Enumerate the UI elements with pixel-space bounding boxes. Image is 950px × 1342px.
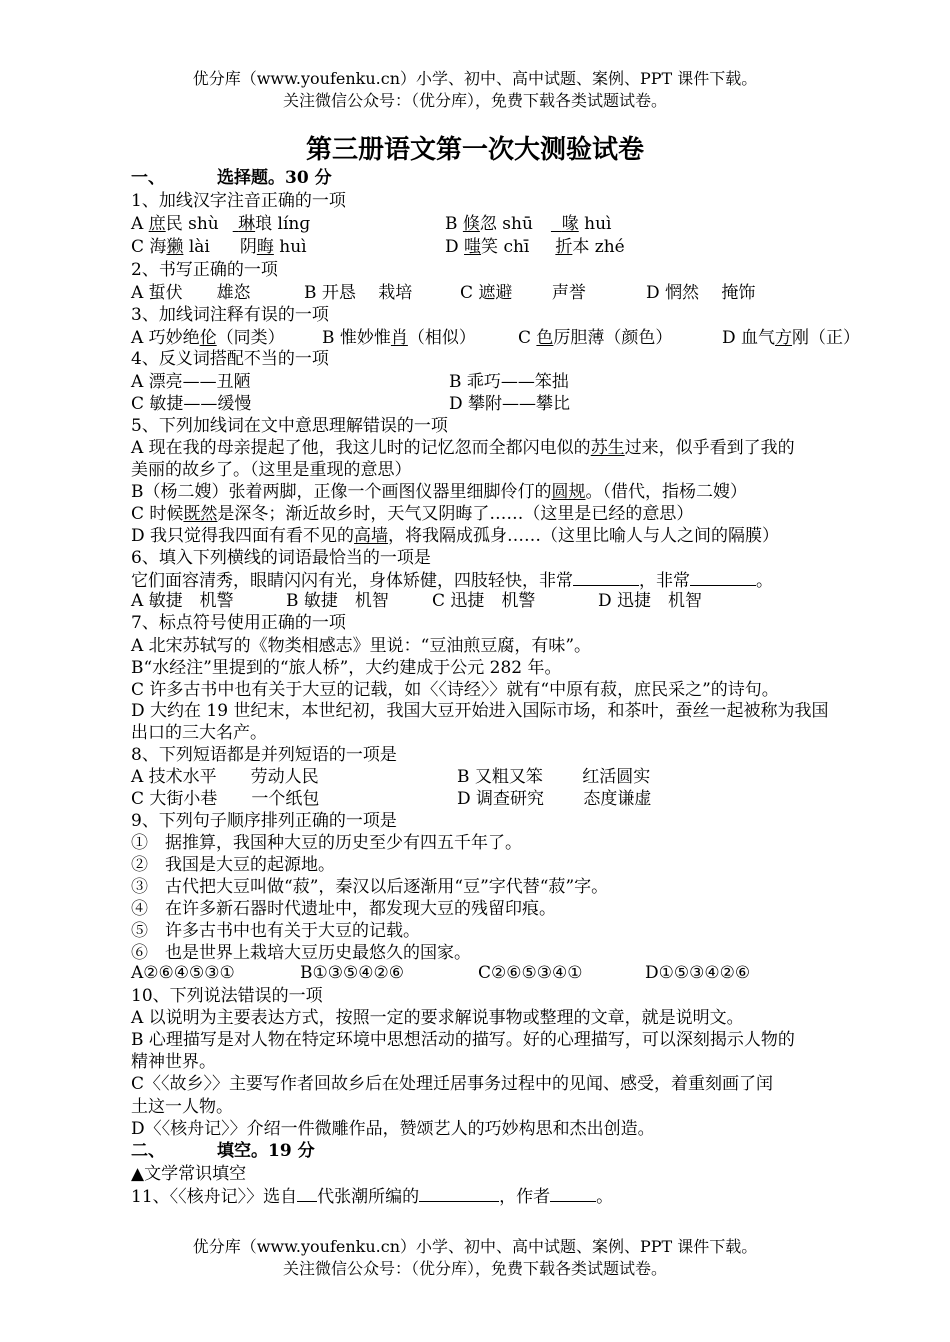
footer-line-1: 优分库（www.youfenku.cn）小学、初中、高中试题、案例、PPT 课件下载。	[192, 1237, 758, 1256]
q5-option-d: D 我只觉得我四面有看不见的高墙，将我隔成孤身……（这里比喻人与人之间的隔膜）	[131, 526, 780, 546]
q9-item: ③ 古代把大豆叫做“菽”，秦汉以后逐渐用“豆”字代替“菽”字。	[131, 877, 609, 897]
q7-option-d: D 大约在 19 世纪末，本世纪初，我国大豆开始进入国际市场，和茶叶，蚕丝一起被称为我国	[131, 701, 829, 721]
footer-line-2: 关注微信公众号：（优分库），免费下载各类试题试卷。	[282, 1259, 667, 1278]
q9-option-c: C②⑥⑤③④①	[478, 963, 583, 983]
q10-option-c: C〈〈故乡〉〉主要写作者回故乡后在处理迁居事务过程中的见闻、感受，着重刻画了闰	[131, 1074, 774, 1094]
q6-stem: 6、填入下列横线的词语最恰当的一项是	[131, 548, 431, 568]
q10-option-c-cont: 土这一人物。	[131, 1097, 233, 1117]
q7-stem: 7、标点符号使用正确的一项	[131, 613, 346, 633]
section-1-label: 选择题。30 分	[217, 168, 332, 188]
q8-stem: 8、下列短语都是并列短语的一项是	[131, 745, 397, 765]
q9-option-d: D①⑤③④②⑥	[645, 963, 751, 983]
q1-stem: 1、加线汉字注音正确的一项	[131, 191, 346, 211]
q2-stem: 2、书写正确的一项	[131, 260, 278, 280]
q8-option-b: B 又粗又笨 红活圆实	[457, 767, 651, 787]
page-title: 第三册语文第一次大测验试卷	[305, 135, 644, 165]
q9-item: ① 据推算，我国种大豆的历史至少有四五千年了。	[131, 833, 522, 853]
section-1-heading	[131, 167, 332, 189]
q6-sentence: 它们面容清秀，眼睛闪闪有光，身体矫健，四肢轻快，非常 ，非常 。	[131, 571, 773, 591]
literature-heading: ▲文学常识填空	[131, 1164, 247, 1184]
q2-option-a: A 蜇伏 雄恣	[131, 283, 251, 303]
q1-option-d: D 嗤笑 chī 折本 zhé	[445, 237, 625, 257]
q10-option-d: D〈〈核舟记〉〉介绍一件微雕作品，赞颂艺人的巧妙构思和杰出创造。	[131, 1119, 655, 1139]
q8-option-d: D 调查研究 态度谦虚	[457, 789, 652, 809]
q3-option-b: B 惟妙惟肖（相似）	[322, 328, 476, 348]
q1-option-b: B 倏忽 shū 喙 huì	[445, 214, 612, 234]
q9-item: ⑥ 也是世界上栽培大豆历史最悠久的国家。	[131, 943, 471, 963]
q3-option-c: C 色厉胆薄（颜色）	[518, 328, 673, 348]
q6-blank-1[interactable]	[573, 569, 639, 586]
q4-option-d: D 攀附——攀比	[449, 394, 571, 414]
q7-option-c: C 许多古书中也有关于大豆的记载，如〈〈诗经〉〉就有“中原有菽，庶民采之”的诗句。	[131, 680, 779, 700]
q6-option-b: B 敏捷 机智	[286, 591, 389, 611]
q2-option-b: B 开恳 栽培	[304, 283, 413, 303]
q3-option-a: A 巧妙绝伦（同类）	[131, 328, 285, 348]
q4-option-a: A 漂亮——丑陋	[131, 372, 251, 392]
q5-option-a-cont: 美丽的故乡了。（这里是重现的意思）	[131, 460, 412, 480]
q10-option-b: B 心理描写是对人物在特定环境中思想活动的描写。好的心理描写，可以深刻揭示人物的	[131, 1030, 795, 1050]
q7-option-b: B“水经注”里提到的“旅人桥”，大约建成于公元 282 年。	[131, 658, 562, 678]
q6-option-d: D 迅捷 机智	[598, 591, 703, 611]
section-2-number: 二、	[131, 1141, 165, 1161]
section-2-label: 填空。19 分	[217, 1141, 315, 1161]
q8-option-a: A 技术水平 劳动人民	[131, 767, 319, 787]
q9-item: ④ 在许多新石器时代遗址中，都发现大豆的残留印痕。	[131, 899, 556, 919]
q8-option-c: C 大街小巷 一个纸包	[131, 789, 320, 809]
q4-stem: 4、反义词搭配不当的一项	[131, 349, 329, 369]
q6-option-a: A 敏捷 机警	[131, 591, 234, 611]
q4-option-c: C 敏捷——缓慢	[131, 394, 252, 414]
q1-option-a: A 庶民 shù 琳琅 línɡ	[131, 214, 311, 234]
q5-option-c: C 时候既然是深冬；渐近故乡时，天气又阴晦了……（这里是已经的意思）	[131, 504, 694, 524]
q7-option-a: A 北宋苏轼写的《物类相感志》里说：“豆油煎豆腐，有味”。	[131, 636, 592, 656]
header-line-2: 关注微信公众号：（优分库），免费下载各类试题试卷。	[282, 91, 667, 110]
q10-stem: 10、下列说法错误的一项	[131, 986, 323, 1006]
q3-stem: 3、加线词注释有误的一项	[131, 305, 329, 325]
q5-option-b: B（杨二嫂）张着两脚，正像一个画图仪器里细脚伶仃的圆规。（借代，指杨二嫂）	[131, 482, 747, 502]
q10-option-a: A 以说明为主要表达方式，按照一定的要求解说事物或整理的文章，就是说明文。	[131, 1008, 744, 1028]
q3-option-d: D 血气方刚（正）	[722, 328, 861, 348]
q7-option-d-cont: 出口的三大名产。	[131, 723, 267, 743]
section-2-heading	[131, 1140, 315, 1162]
q11-blank-3[interactable]	[550, 1185, 596, 1202]
q6-blank-2[interactable]	[690, 569, 756, 586]
q9-item: ⑤ 许多古书中也有关于大豆的记载。	[131, 921, 420, 941]
q11-blank-1[interactable]	[297, 1185, 317, 1202]
q9-item: ② 我国是大豆的起源地。	[131, 855, 335, 875]
q9-option-a: A②⑥④⑤③①	[131, 963, 235, 983]
q11: 11、〈〈核舟记〉〉选自 代张潮所编的 ，作者 。	[131, 1187, 614, 1207]
q2-option-c: C 遮避 声誉	[460, 283, 586, 303]
q11-blank-2[interactable]	[419, 1185, 499, 1202]
q5-stem: 5、下列加线词在文中意思理解错误的一项	[131, 416, 448, 436]
section-1-number: 一、	[131, 168, 165, 188]
q5-option-a: A 现在我的母亲提起了他，我这儿时的记忆忽而全都闪电似的苏生过来，似乎看到了我的	[131, 438, 795, 458]
q4-option-b: B 乖巧——笨拙	[449, 372, 569, 392]
q9-stem: 9、下列句子顺序排列正确的一项是	[131, 811, 397, 831]
q10-option-b-cont: 精神世界。	[131, 1052, 216, 1072]
q6-option-c: C 迅捷 机警	[432, 591, 536, 611]
header-line-1: 优分库（www.youfenku.cn）小学、初中、高中试题、案例、PPT 课件下载。	[192, 69, 758, 88]
q1-option-c: C 海獭 lài 阴晦 huì	[131, 237, 307, 257]
q2-option-d: D 惘然 掩饰	[646, 283, 756, 303]
q9-option-b: B①③⑤④②⑥	[300, 963, 404, 983]
